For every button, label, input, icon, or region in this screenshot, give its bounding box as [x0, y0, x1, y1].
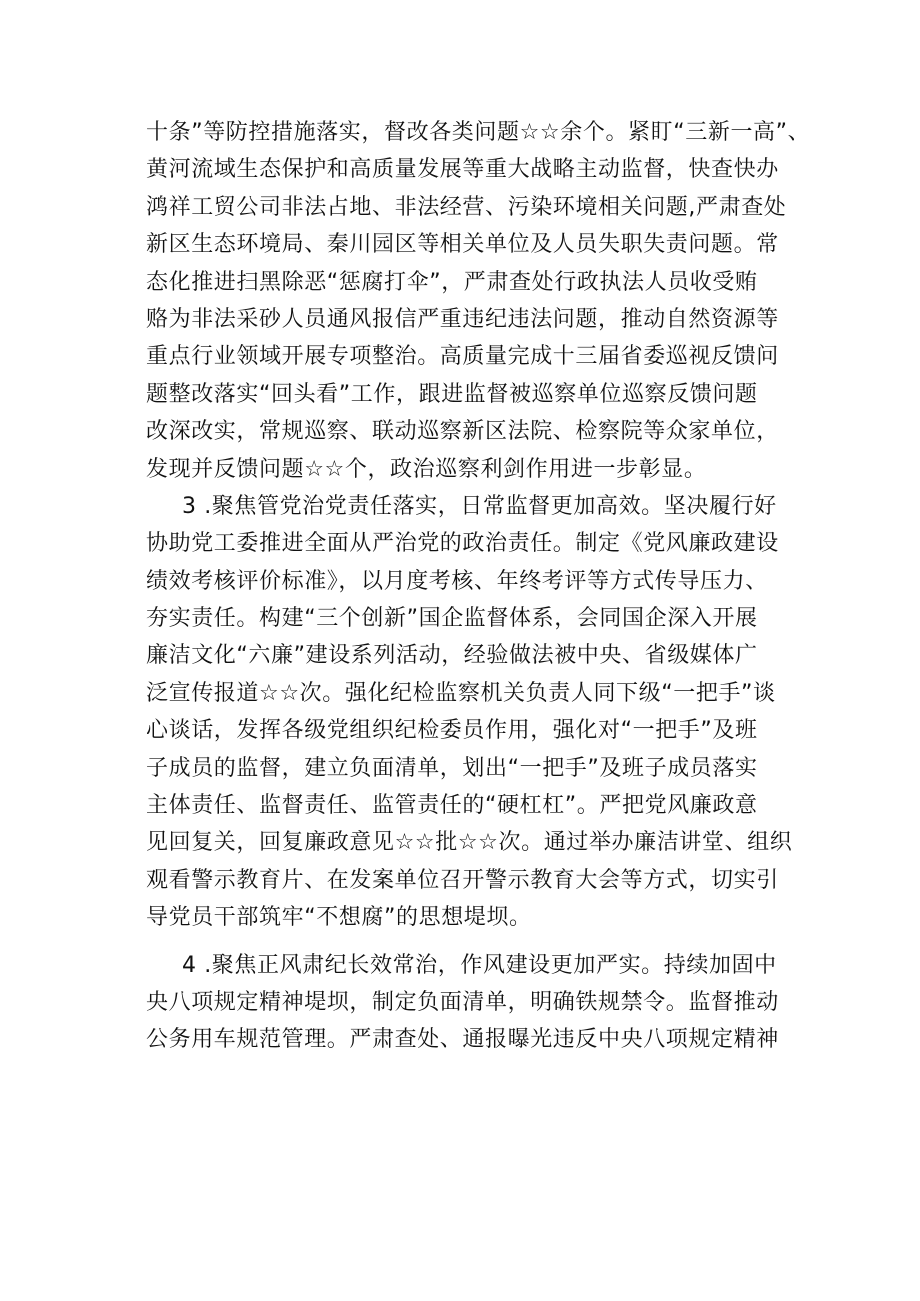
text-line: 见回复关，回复廉政意见☆☆批☆☆次。通过举办廉洁讲堂、组织 [146, 830, 793, 856]
text-line: 公务用车规范管理。严肃查处、通报曝光违反中央八项规定精神 [146, 1027, 779, 1053]
text-line: 绩效考核评价标准》，以月度考核、年终考评等方式传导压力、 [146, 568, 768, 594]
text-line: 泛宣传报道☆☆次。强化纪检监察机关负责人同下级“一把手”谈 [146, 680, 776, 706]
text-line: 夯实责任。构建“三个创新”国企监督体系，会同国企深入开展 [146, 606, 758, 632]
text-line: 导党员干部筑牢“不想腐”的思想堤坝。 [146, 905, 532, 931]
text-line: 子成员的监督，建立负面清单，划出“一把手”及班子成员落实 [146, 755, 758, 781]
text-line: 观看警示教育片、在发案单位召开警示教育大会等方式，切实引 [146, 867, 779, 893]
text-line: 央八项规定精神堤坝，制定负面清单，明确铁规禁令。监督推动 [146, 989, 779, 1015]
text-line: 鸿祥工贸公司非法占地、非法经营、污染环境相关问题,严肃查处 [146, 194, 787, 220]
text-line: 协助党工委推进全面从严治党的政治责任。制定《党风廉政建设 [146, 531, 779, 557]
text-line: 廉洁文化“六廉”建设系列活动，经验做法被中央、省级媒体广 [146, 643, 758, 669]
text-line: 新区生态环境局、秦川园区等相关单位及人员失职失责问题。常 [146, 232, 779, 258]
text-line-indented: 3 .聚焦管党治党责任落实，日常监督更加高效。坚决履行好 [182, 493, 777, 519]
text-line: 赂为非法采砂人员通风报信严重违纪违法问题，推动自然资源等 [146, 306, 779, 332]
text-line: 心谈话，发挥各级党组织纪检委员作用，强化对“一把手”及班 [146, 718, 758, 744]
text-line-indented: 4 .聚焦正风肃纪长效常治，作风建设更加严实。持续加固中 [182, 952, 777, 978]
text-line: 发现并反馈问题☆☆个，政治巡察利剑作用进一步彰显。 [146, 456, 707, 482]
text-line: 改深改实，常规巡察、联动巡察新区法院、检察院等众家单位， [146, 419, 779, 445]
text-line: 重点行业领域开展专项整治。高质量完成十三届省委巡视反馈问 [146, 344, 779, 370]
paragraph-1 [146, 114, 811, 488]
text-line: 黄河流域生态保护和高质量发展等重大战略主动监督，快查快办 [146, 157, 779, 183]
text-line: 态化推进扫黑除恶“惩腐打伞”，严肃查处行政执法人员收受贿 [146, 269, 758, 295]
text-line: 题整改落实“回头看”工作，跟进监督被巡察单位巡察反馈问题 [146, 381, 758, 407]
paragraph-3 [146, 947, 806, 1059]
text-line: 主体责任、监督责任、监管责任的“硬杠杠”。严把党风廉政意 [146, 793, 758, 819]
paragraph-gap [146, 937, 806, 947]
text-line: 十条”等防控措施落实，督改各类问题☆☆余个。紧盯“三新一高”、 [146, 120, 811, 145]
document-body [146, 114, 811, 1059]
paragraph-2 [146, 488, 806, 937]
